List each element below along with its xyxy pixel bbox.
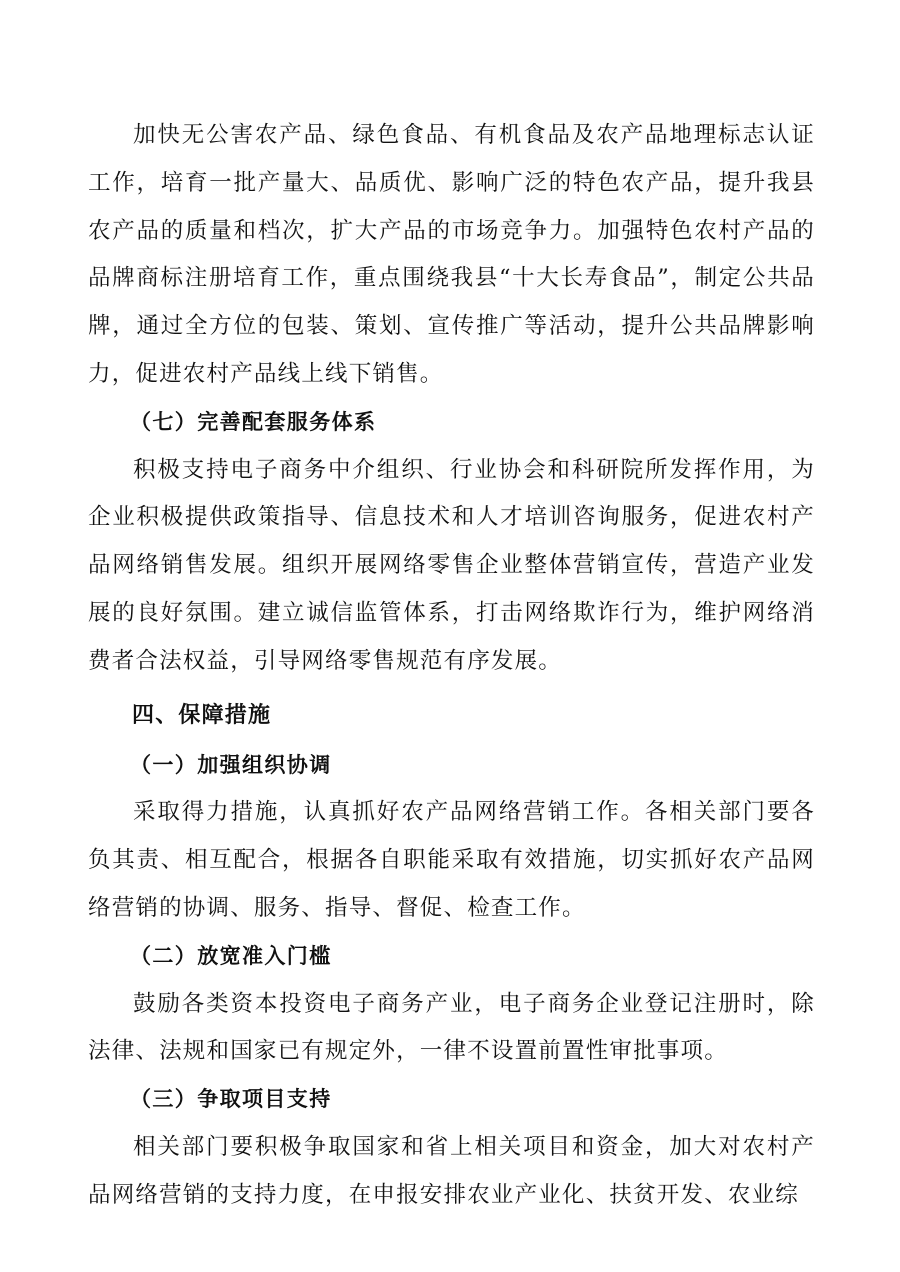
paragraph-brand-building: 加快无公害农产品、绿色食品、有机食品及农产品地理标志认证工作，培育一批产量大、品质优、影响广泛的特色农产品，提升我县农产品的质量和档次，扩大产品的市场竞争力。加强特色农村产品的品牌商标注册培育工作，重点围绕我县“十大长寿食品”，制定公共品牌，通过全方位的包装、策划、宣传推广等活动，提升公共品牌影响力，促进农村产品线上线下销售。 <box>88 122 815 387</box>
paragraph-market-access: 鼓励各类资本投资电子商务产业，电子商务企业登记注册时，除法律、法规和国家已有规定外，一律不设置前置性审批事项。 <box>88 990 815 1065</box>
heading-seven-service-system: （七）完善配套服务体系 <box>130 409 377 434</box>
paragraph-coordination: 采取得力措施，认真抓好农产品网络营销工作。各相关部门要各负其责、相互配合，根据各自职能采取有效措施，切实抓好农产品网络营销的协调、服务、指导、督促、检查工作。 <box>88 799 815 921</box>
document-body <box>88 112 815 1220</box>
paragraph-project-support: 相关部门要积极争取国家和省上相关项目和资金，加大对农村产品网络营销的支持力度，在申报安排农业产业化、扶贫开发、农业综 <box>88 1133 815 1208</box>
heading-two-market-access: （二）放宽准入门槛 <box>130 943 332 968</box>
heading-three-project-support: （三）争取项目支持 <box>130 1087 332 1112</box>
paragraph-service-support: 积极支持电子商务中介组织、行业协会和科研院所发挥作用，为企业积极提供政策指导、信息技术和人才培训咨询服务，促进农村产品网络销售发展。组织开展网络零售企业整体营销宣传，营造产业发展的良好氛围。建立诚信监管体系，打击网络欺诈行为，维护网络消费者合法权益，引导网络零售规范有序发展。 <box>88 456 815 674</box>
section-heading-safeguards: 四、保障措施 <box>132 702 272 728</box>
heading-one-coordination: （一）加强组织协调 <box>130 752 332 777</box>
